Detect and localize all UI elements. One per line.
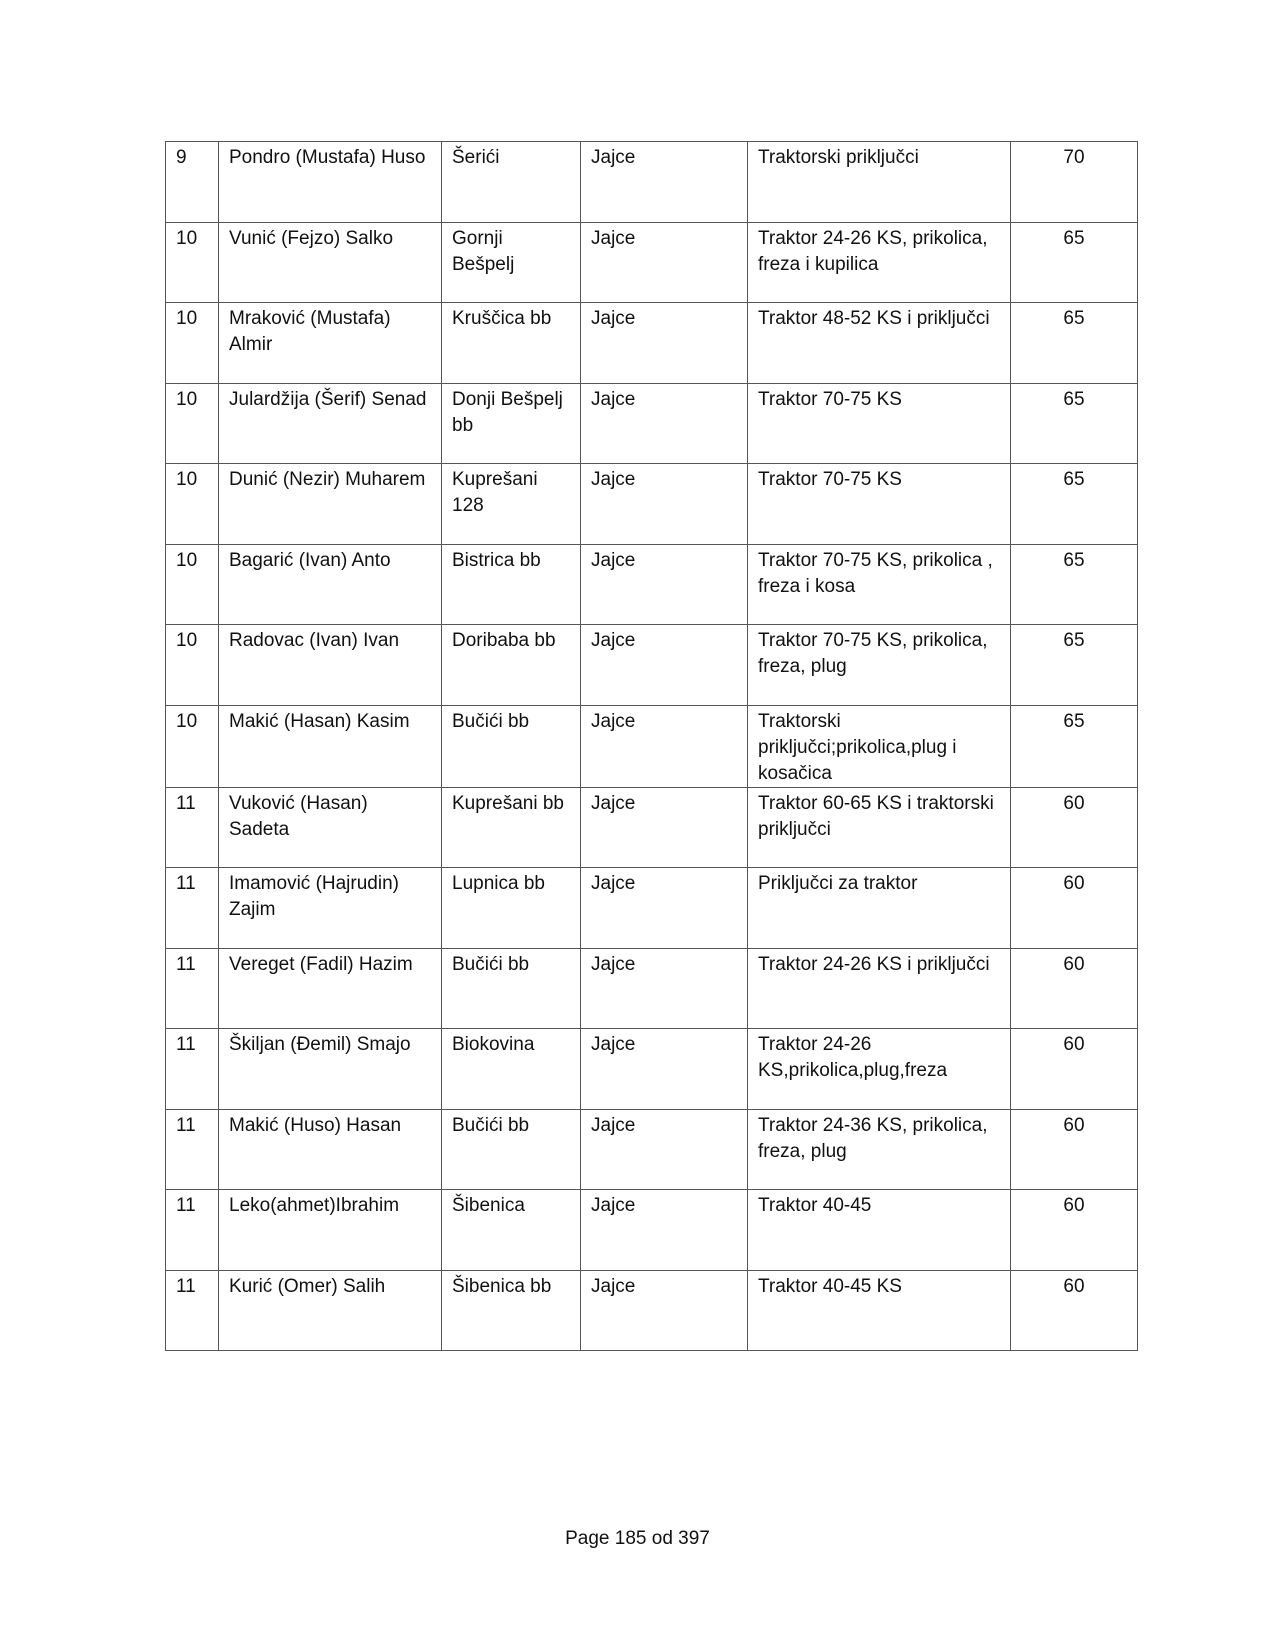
place-cell: Bučići bb bbox=[442, 948, 581, 1029]
name-cell: Mraković (Mustafa) Almir bbox=[219, 303, 442, 384]
city-cell: Jajce bbox=[581, 383, 748, 464]
name-cell: Makić (Hasan) Kasim bbox=[219, 705, 442, 787]
table-row bbox=[166, 948, 1138, 1029]
equipment-cell: Traktor 70-75 KS, prikolica, freza, plug bbox=[748, 625, 1011, 706]
place-cell: Doribaba bb bbox=[442, 625, 581, 706]
rank-cell: 10 bbox=[166, 705, 219, 787]
rank-cell: 10 bbox=[166, 544, 219, 625]
place-cell: Bistrica bb bbox=[442, 544, 581, 625]
rank-cell: 10 bbox=[166, 625, 219, 706]
points-cell: 65 bbox=[1011, 464, 1138, 545]
place-cell: Šerići bbox=[442, 142, 581, 223]
table-body bbox=[166, 142, 1138, 1351]
table-row bbox=[166, 1190, 1138, 1271]
equipment-cell: Traktor 70-75 KS bbox=[748, 464, 1011, 545]
points-cell: 60 bbox=[1011, 948, 1138, 1029]
city-cell: Jajce bbox=[581, 625, 748, 706]
city-cell: Jajce bbox=[581, 142, 748, 223]
points-cell: 60 bbox=[1011, 1270, 1138, 1351]
city-cell: Jajce bbox=[581, 1270, 748, 1351]
equipment-cell: Traktor 24-26 KS,prikolica,plug,freza bbox=[748, 1029, 1011, 1110]
city-cell: Jajce bbox=[581, 868, 748, 949]
points-cell: 60 bbox=[1011, 868, 1138, 949]
city-cell: Jajce bbox=[581, 222, 748, 303]
equipment-cell: Traktor 70-75 KS bbox=[748, 383, 1011, 464]
table-row bbox=[166, 303, 1138, 384]
place-cell: Kuprešani bb bbox=[442, 787, 581, 868]
table-row bbox=[166, 544, 1138, 625]
table-row bbox=[166, 1109, 1138, 1190]
table-row bbox=[166, 464, 1138, 545]
table-row bbox=[166, 868, 1138, 949]
name-cell: Vunić (Fejzo) Salko bbox=[219, 222, 442, 303]
city-cell: Jajce bbox=[581, 787, 748, 868]
place-cell: Bučići bb bbox=[442, 705, 581, 787]
table-row bbox=[166, 787, 1138, 868]
points-cell: 70 bbox=[1011, 142, 1138, 223]
equipment-cell: Traktor 24-36 KS, prikolica, freza, plug bbox=[748, 1109, 1011, 1190]
equipment-cell: Traktorski priključci;prikolica,plug i kosačica bbox=[748, 705, 1011, 787]
equipment-cell: Traktor 48-52 KS i priključci bbox=[748, 303, 1011, 384]
table-row bbox=[166, 705, 1138, 787]
points-cell: 65 bbox=[1011, 383, 1138, 464]
name-cell: Radovac (Ivan) Ivan bbox=[219, 625, 442, 706]
equipment-cell: Traktor 40-45 KS bbox=[748, 1270, 1011, 1351]
equipment-cell: Traktor 70-75 KS, prikolica , freza i kosa bbox=[748, 544, 1011, 625]
city-cell: Jajce bbox=[581, 1109, 748, 1190]
place-cell: Biokovina bbox=[442, 1029, 581, 1110]
equipment-cell: Traktor 40-45 bbox=[748, 1190, 1011, 1271]
name-cell: Pondro (Mustafa) Huso bbox=[219, 142, 442, 223]
place-cell: Lupnica bb bbox=[442, 868, 581, 949]
place-cell: Kuprešani 128 bbox=[442, 464, 581, 545]
place-cell: Kruščica bb bbox=[442, 303, 581, 384]
name-cell: Dunić (Nezir) Muharem bbox=[219, 464, 442, 545]
points-cell: 60 bbox=[1011, 1029, 1138, 1110]
equipment-cell: Traktor 24-26 KS, prikolica, freza i kupilica bbox=[748, 222, 1011, 303]
equipment-cell: Traktorski priključci bbox=[748, 142, 1011, 223]
name-cell: Leko(ahmet)Ibrahim bbox=[219, 1190, 442, 1271]
city-cell: Jajce bbox=[581, 464, 748, 545]
table-row bbox=[166, 142, 1138, 223]
city-cell: Jajce bbox=[581, 1029, 748, 1110]
name-cell: Imamović (Hajrudin) Zajim bbox=[219, 868, 442, 949]
place-cell: Šibenica bbox=[442, 1190, 581, 1271]
table-row bbox=[166, 383, 1138, 464]
rank-cell: 9 bbox=[166, 142, 219, 223]
rank-cell: 11 bbox=[166, 1270, 219, 1351]
place-cell: Donji Bešpelj bb bbox=[442, 383, 581, 464]
name-cell: Škiljan (Đemil) Smajo bbox=[219, 1029, 442, 1110]
table-row bbox=[166, 222, 1138, 303]
city-cell: Jajce bbox=[581, 1190, 748, 1271]
rank-cell: 11 bbox=[166, 1109, 219, 1190]
equipment-cell: Traktor 60-65 KS i traktorski priključci bbox=[748, 787, 1011, 868]
name-cell: Kurić (Omer) Salih bbox=[219, 1270, 442, 1351]
points-cell: 65 bbox=[1011, 303, 1138, 384]
points-cell: 65 bbox=[1011, 705, 1138, 787]
rank-cell: 10 bbox=[166, 383, 219, 464]
rank-cell: 10 bbox=[166, 222, 219, 303]
points-cell: 65 bbox=[1011, 222, 1138, 303]
equipment-cell: Traktor 24-26 KS i priključci bbox=[748, 948, 1011, 1029]
points-cell: 65 bbox=[1011, 544, 1138, 625]
table-row bbox=[166, 1029, 1138, 1110]
name-cell: Julardžija (Šerif) Senad bbox=[219, 383, 442, 464]
name-cell: Vereget (Fadil) Hazim bbox=[219, 948, 442, 1029]
city-cell: Jajce bbox=[581, 705, 748, 787]
name-cell: Makić (Huso) Hasan bbox=[219, 1109, 442, 1190]
applicants-table bbox=[165, 141, 1138, 1351]
rank-cell: 11 bbox=[166, 1190, 219, 1271]
place-cell: Šibenica bb bbox=[442, 1270, 581, 1351]
points-cell: 60 bbox=[1011, 787, 1138, 868]
table-row bbox=[166, 625, 1138, 706]
name-cell: Vuković (Hasan) Sadeta bbox=[219, 787, 442, 868]
place-cell: Bučići bb bbox=[442, 1109, 581, 1190]
rank-cell: 11 bbox=[166, 1029, 219, 1110]
name-cell: Bagarić (Ivan) Anto bbox=[219, 544, 442, 625]
table-row bbox=[166, 1270, 1138, 1351]
rank-cell: 10 bbox=[166, 303, 219, 384]
rank-cell: 11 bbox=[166, 868, 219, 949]
city-cell: Jajce bbox=[581, 544, 748, 625]
equipment-cell: Priključci za traktor bbox=[748, 868, 1011, 949]
city-cell: Jajce bbox=[581, 948, 748, 1029]
city-cell: Jajce bbox=[581, 303, 748, 384]
points-cell: 60 bbox=[1011, 1109, 1138, 1190]
rank-cell: 10 bbox=[166, 464, 219, 545]
rank-cell: 11 bbox=[166, 948, 219, 1029]
place-cell: Gornji Bešpelj bbox=[442, 222, 581, 303]
points-cell: 60 bbox=[1011, 1190, 1138, 1271]
points-cell: 65 bbox=[1011, 625, 1138, 706]
page-footer: Page 185 od 397 bbox=[565, 1528, 710, 1549]
rank-cell: 11 bbox=[166, 787, 219, 868]
